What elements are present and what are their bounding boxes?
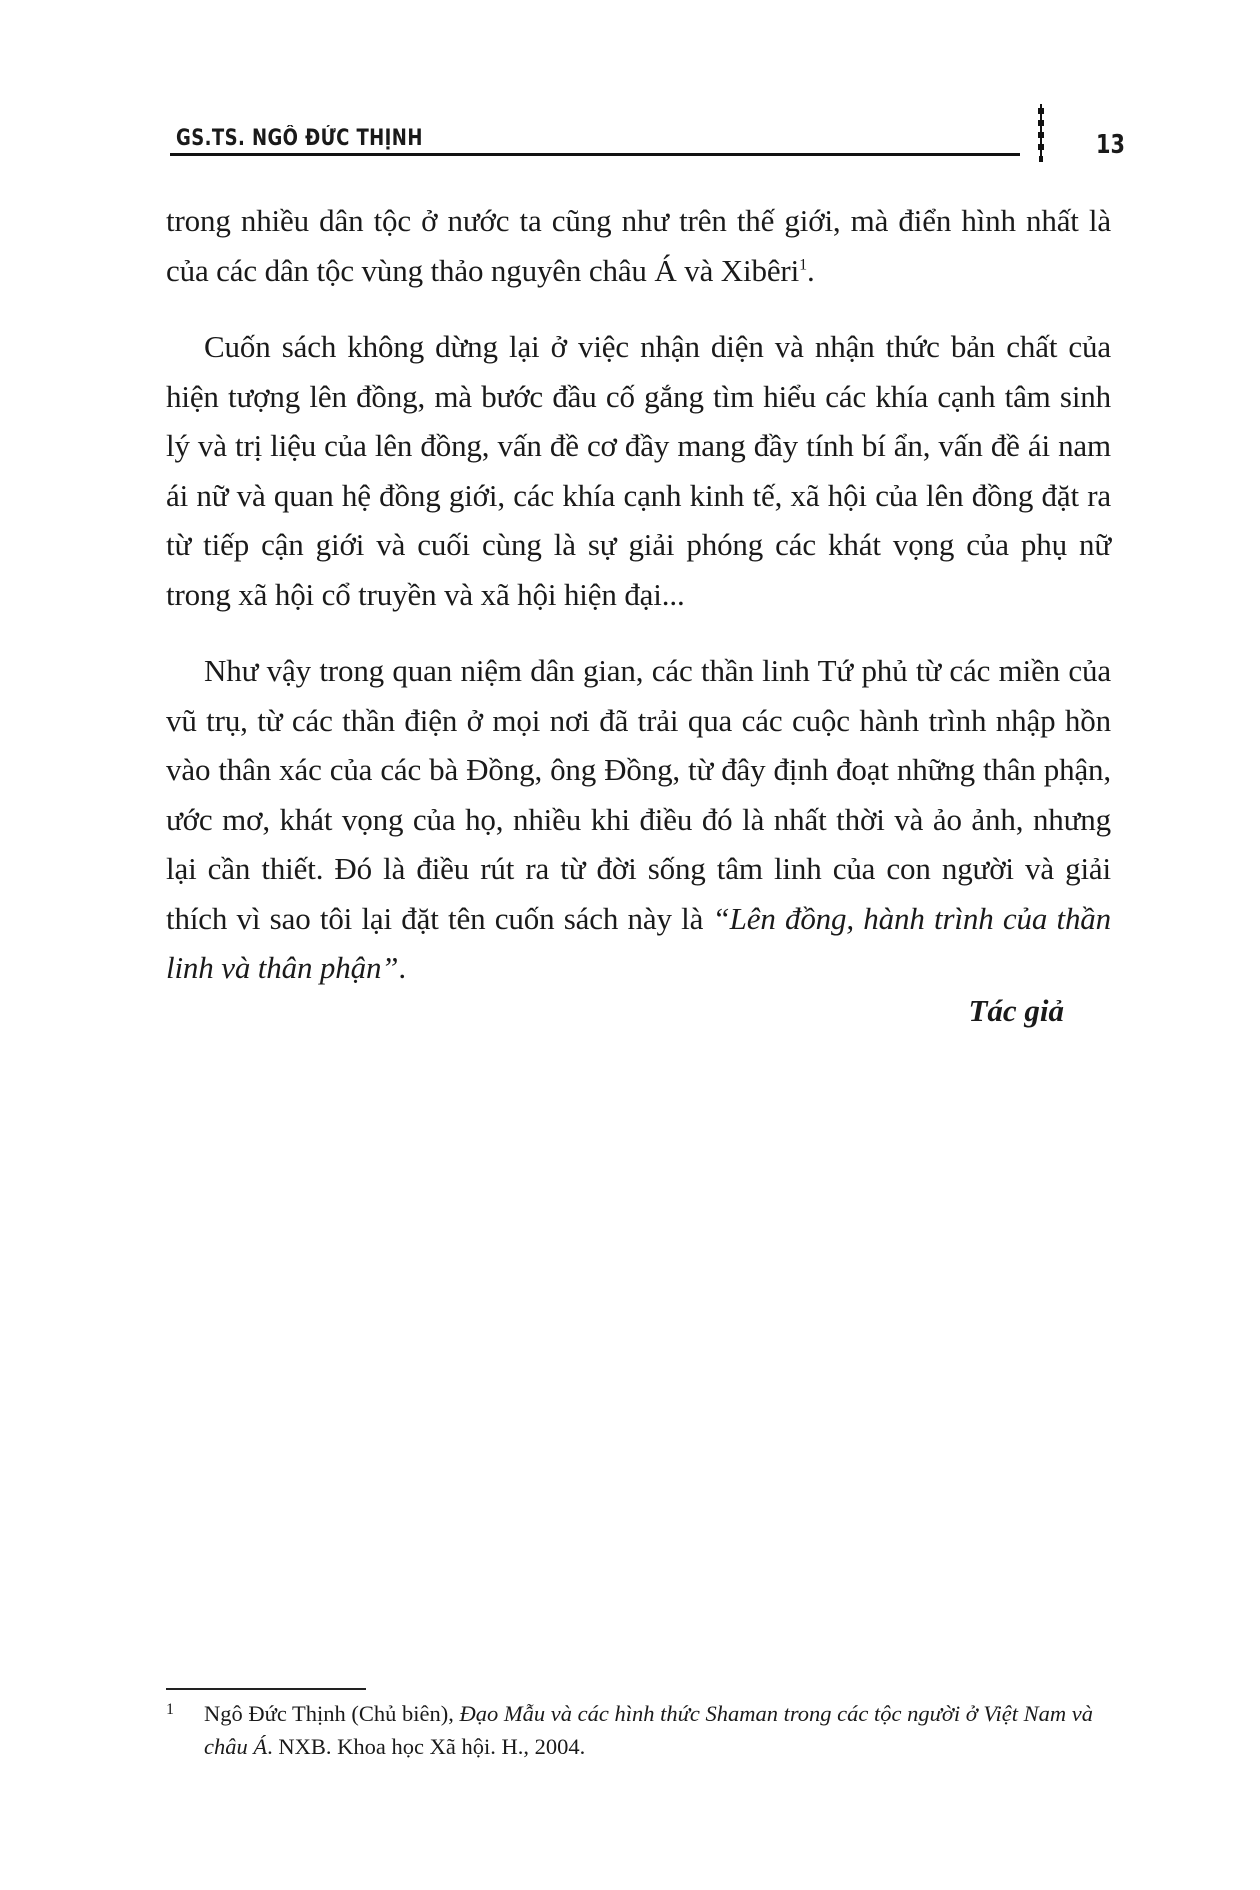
footnote-body xyxy=(166,1697,1112,1763)
header-rule xyxy=(170,153,1020,156)
footnote-publisher: . NXB. Khoa học Xã hội. H., 2004. xyxy=(267,1734,586,1759)
book-title-quote: “Lên đồng, hành trình của thần linh và thân phận” xyxy=(166,900,1111,985)
footnote-reference: 1 xyxy=(799,256,807,274)
paragraph-1 xyxy=(166,196,1111,295)
footnote-number: 1 xyxy=(166,1701,174,1718)
paragraph-1-text: trong nhiều dân tộc ở nước ta cũng như trên thế giới, mà điển hình nhất là của các dân tộc vùng thảo nguyên châu Á và Xibêri xyxy=(166,203,1111,288)
header-ornament-divider xyxy=(1037,104,1045,162)
footnote-rule xyxy=(166,1688,366,1690)
paragraph-3-text: Như vậy trong quan niệm dân gian, các thần linh Tứ phủ từ các miền của vũ trụ, từ các thần điện ở mọi nơi đã trải qua các cuộc hành trình nhập hồn vào thân xác của các bà Đồng, ông Đồng, từ đây định đoạt những thân phận, ước mơ, khát vọng của họ, nhiều khi điều đó là nhất thời và ảo ảnh, nhưng lại cần thiết. Đó là điều rút ra từ đời sống tâm linh của con người và giải thích vì sao tôi lại đặt tên cuốn sách này là xyxy=(166,653,1111,936)
running-head: GS.TS. NGÔ ĐỨC THỊNH xyxy=(176,126,423,151)
footnote-title: Đạo Mẫu và các hình thức Shaman trong các tộc người ở Việt Nam và châu Á xyxy=(204,1701,1093,1759)
paragraph-2: Cuốn sách không dừng lại ở việc nhận diện và nhận thức bản chất của hiện tượng lên đồng, mà bước đầu cố gắng tìm hiểu các khía cạnh tâm sinh lý và trị liệu của lên đồng, vấn đề cơ đầy mang đầy tính bí ẩn, vấn đề ái nam ái nữ và quan hệ đồng giới, các khía cạnh kinh tế, xã hội của lên đồng đặt ra từ tiếp cận giới và cuối cùng là sự giải phóng các khát vọng của phụ nữ trong xã hội cổ truyền và xã hội hiện đại... xyxy=(166,329,1111,612)
author-signature: Tác giả xyxy=(968,993,1064,1028)
footnote-author: Ngô Đức Thịnh (Chủ biên), xyxy=(204,1701,460,1726)
footnote xyxy=(166,1697,1112,1763)
page-number: 13 xyxy=(1096,130,1125,160)
paragraph-3-end: . xyxy=(398,950,406,985)
body-text xyxy=(166,196,1111,1020)
paragraph-1-end: . xyxy=(806,252,815,288)
paragraph-3 xyxy=(166,646,1111,993)
